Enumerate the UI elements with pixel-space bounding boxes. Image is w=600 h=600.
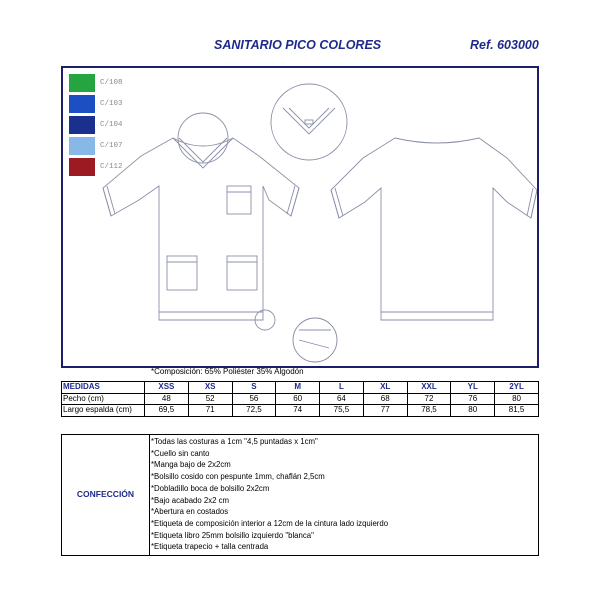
- size-header: XSS: [145, 382, 189, 394]
- scrub-top-drawing: [63, 68, 537, 366]
- table-cell: 78,5: [407, 405, 451, 417]
- color-swatch-light-blue: [69, 137, 95, 155]
- product-reference: Ref. 603000: [470, 38, 539, 52]
- list-item: *Bolsillo cosido con pespunte 1mm, chaflán 2,5cm: [151, 472, 325, 482]
- table-cell: 74: [276, 405, 320, 417]
- size-header: XS: [188, 382, 232, 394]
- table-header-row: [62, 382, 539, 394]
- row-label: Largo espalda (cm): [62, 405, 145, 417]
- table-cell: 48: [145, 393, 189, 405]
- size-header: L: [320, 382, 364, 394]
- size-header: M: [276, 382, 320, 394]
- size-header: XL: [363, 382, 407, 394]
- table-cell: 72,5: [232, 405, 276, 417]
- left-lower-pocket: [167, 256, 197, 290]
- measurements-table: [61, 381, 539, 417]
- table-cell: 64: [320, 393, 364, 405]
- garment-illustration-panel: [61, 66, 539, 368]
- right-lower-pocket: [227, 256, 257, 290]
- table-cell: 77: [363, 405, 407, 417]
- row-label: Pecho (cm): [62, 393, 145, 405]
- list-item: *Manga bajo de 2x2cm: [151, 460, 231, 470]
- color-swatch-burgundy: [69, 158, 95, 176]
- collar-zoom-circle: [271, 84, 347, 160]
- table-cell: 56: [232, 393, 276, 405]
- size-header: YL: [451, 382, 495, 394]
- table-cell: 75,5: [320, 405, 364, 417]
- table-cell: 76: [451, 393, 495, 405]
- size-header: XXL: [407, 382, 451, 394]
- confeccion-panel: [61, 434, 539, 556]
- front-sleeve-hem-left: [103, 186, 115, 216]
- list-item: *Abertura en costados: [151, 507, 229, 517]
- table-row: [62, 393, 539, 405]
- back-body-outline: [331, 138, 537, 320]
- table-cell: 81,5: [495, 405, 539, 417]
- list-item: *Bajo acabado 2x2 cm: [151, 495, 230, 505]
- table-cell: 69,5: [145, 405, 189, 417]
- color-code-label: C/108: [100, 79, 123, 87]
- table-cell: 68: [363, 393, 407, 405]
- product-title: SANITARIO PICO COLORES: [214, 38, 382, 52]
- table-cell: 72: [407, 393, 451, 405]
- confeccion-list: [151, 436, 388, 553]
- table-cell: 80: [495, 393, 539, 405]
- color-code-label: C/104: [100, 121, 123, 129]
- list-item: *Etiqueta libro 25mm bolsillo izquierdo "blanca": [151, 530, 314, 540]
- table-cell: 60: [276, 393, 320, 405]
- list-item: *Todas las costuras a 1cm "4,5 puntadas x 1cm": [151, 437, 318, 446]
- front-body-outline: [103, 138, 299, 320]
- color-swatch-blue: [69, 95, 95, 113]
- table-row: [62, 405, 539, 417]
- measurements-header: MEDIDAS: [62, 382, 145, 394]
- chest-pocket: [227, 186, 251, 214]
- list-item: *Etiqueta trapecio + talla centrada: [151, 542, 269, 552]
- size-header: 2YL: [495, 382, 539, 394]
- confeccion-label: CONFECCIÓN: [76, 489, 135, 499]
- list-item: *Etiqueta de composición interior a 12cm de la cintura lado izquierdo: [151, 518, 389, 528]
- color-code-label: C/103: [100, 100, 123, 108]
- front-sleeve-hem-right: [287, 186, 299, 216]
- list-item: *Dobladillo boca de bolsillo 2x2cm: [151, 483, 270, 493]
- table-cell: 52: [188, 393, 232, 405]
- back-sleeve-hem: [331, 188, 537, 218]
- table-cell: 71: [188, 405, 232, 417]
- composition-note: *Composición: 65% Poliéster 35% Algodón: [151, 367, 304, 376]
- color-code-label: C/107: [100, 142, 123, 150]
- color-code-label: C/112: [100, 163, 123, 171]
- table-cell: 80: [451, 405, 495, 417]
- color-swatch-green: [69, 74, 95, 92]
- list-item: *Cuello sin canto: [151, 448, 210, 458]
- panel-divider: [149, 435, 150, 555]
- collar-detail-circle: [178, 113, 228, 163]
- size-header: S: [232, 382, 276, 394]
- color-swatch-navy: [69, 116, 95, 134]
